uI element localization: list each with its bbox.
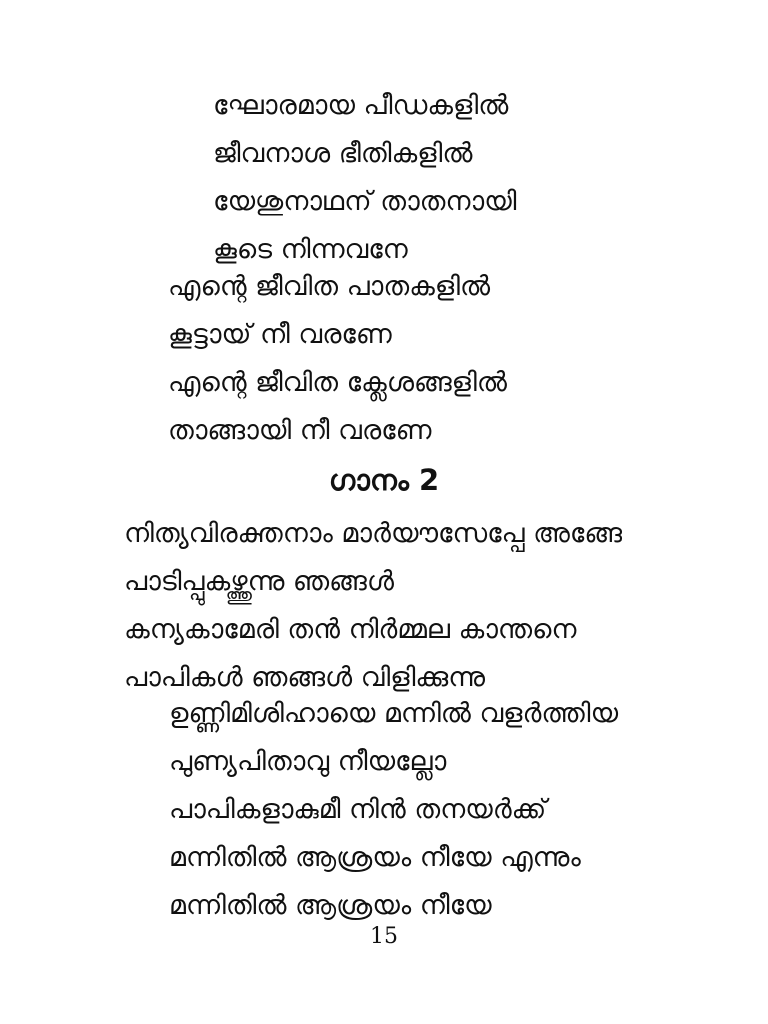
page-number: 15 bbox=[370, 924, 398, 949]
song-title: ഗാനം 2 bbox=[328, 463, 440, 497]
lyric-line: യേശുനാഥന് താതനായി bbox=[213, 186, 517, 217]
stanza-3 bbox=[124, 510, 622, 702]
lyric-line: ജീവനാശ ഭീതികളിൽ bbox=[213, 138, 473, 169]
lyric-line: പാടിപ്പുകഴ്ത്തുന്നു ഞങ്ങൾ bbox=[124, 566, 394, 597]
lyric-line: താങ്ങായി നീ വരണേ bbox=[168, 415, 432, 446]
lyric-line: എന്റെ ജീവിത പാതകളിൽ bbox=[168, 271, 491, 302]
lyric-line: കന്യകാമേരി തൻ നിർമ്മല കാന്തനെ bbox=[124, 614, 577, 645]
stanza-1 bbox=[213, 82, 516, 274]
lyric-line: കൂടെ നിന്നവനേ bbox=[213, 234, 408, 265]
lyric-line: പാപികളാകുമീ നിൻ തനയർക്ക് bbox=[169, 794, 547, 825]
stanza-2 bbox=[168, 263, 507, 455]
lyric-line: മന്നിതിൽ ആശ്രയം നീയേ എന്നും bbox=[169, 842, 581, 873]
lyric-line: പാപികൾ ഞങ്ങൾ വിളിക്കുന്നു bbox=[124, 662, 486, 693]
lyric-line: മന്നിതിൽ ആശ്രയം നീയേ bbox=[169, 890, 492, 921]
lyric-line: പുണ്യപിതാവു നീയല്ലോ bbox=[169, 746, 447, 777]
lyric-line: എന്റെ ജീവിത ക്ലേശങ്ങളിൽ bbox=[168, 367, 507, 398]
stanza-4 bbox=[169, 690, 618, 930]
lyric-line: നിത്യവിരക്തനാം മാർയൗസേപ്പേ അങ്ങേ bbox=[124, 518, 623, 549]
lyric-line: ഘോരമായ പീഡകളിൽ bbox=[213, 90, 509, 121]
lyric-line: കൂട്ടായ് നീ വരണേ bbox=[168, 319, 392, 350]
lyric-line: ഉണ്ണിമിശിഹായെ മന്നിൽ വളർത്തിയ bbox=[169, 698, 619, 729]
